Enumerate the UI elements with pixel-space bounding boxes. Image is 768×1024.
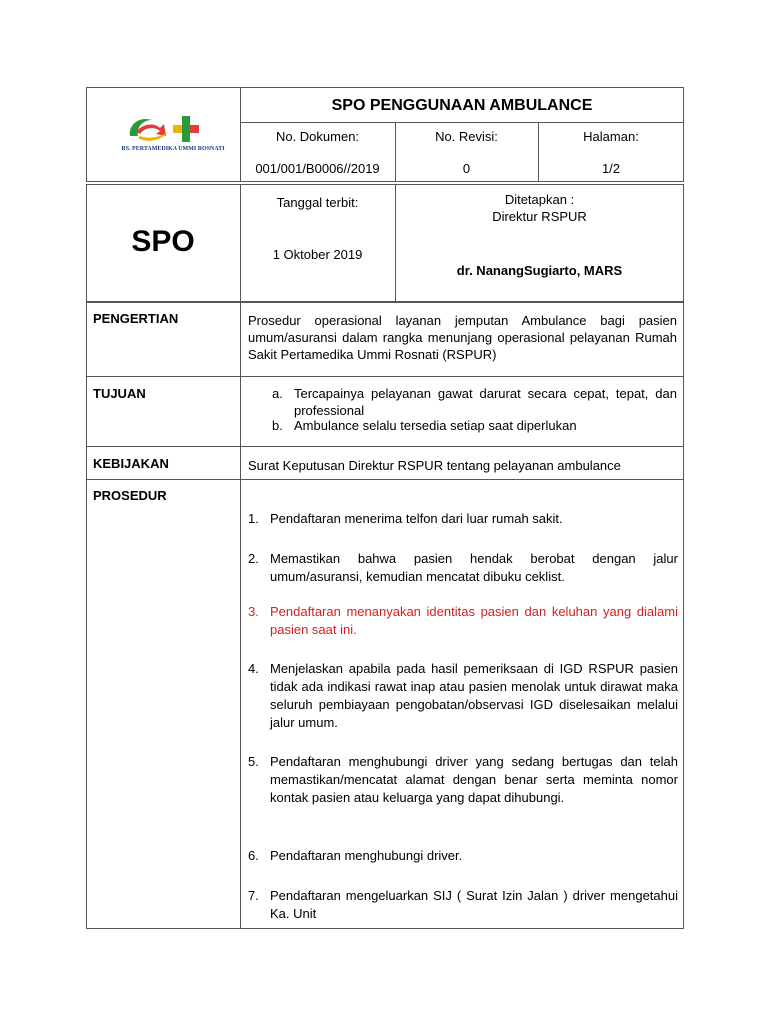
spo-label: SPO	[131, 225, 195, 258]
step-text: Pendaftaran mengeluarkan SIJ ( Surat Izin Jalan ) driver mengetahui Ka. Unit	[270, 888, 678, 921]
kebijakan-text: Surat Keputusan Direktur RSPUR tentang pelayanan ambulance	[248, 458, 621, 473]
step-text: Pendaftaran menerima telfon dari luar rumah sakit.	[270, 511, 563, 526]
step-number: 2.	[248, 551, 259, 566]
list-item	[248, 753, 678, 807]
row-divider-1	[86, 376, 684, 377]
step-number: 1.	[248, 511, 259, 526]
tujuan-marker-a: a.	[272, 386, 283, 401]
pengertian-text: Prosedur operasional layanan jemputan Ambulance bagi pasien umum/asuransi dalam rangka menunjang operasional pelayanan Rumah Sakit Pertamedika Ummi Rosnati (RSPUR)	[248, 313, 677, 362]
approved-label: Ditetapkan :	[504, 192, 575, 207]
section-label-pengertian: PENGERTIAN	[93, 311, 179, 326]
step-number: 6.	[248, 848, 259, 863]
page-label: Halaman:	[583, 129, 639, 144]
list-item	[248, 660, 678, 732]
list-item	[248, 510, 678, 528]
page-value: 1/2	[601, 161, 621, 176]
logo-text: RS. PERTAMEDIKA UMMI ROSNATI	[121, 146, 225, 152]
document-title: SPO PENGGUNAAN AMBULANCE	[331, 97, 593, 114]
step-text: Menjelaskan apabila pada hasil pemeriksaan di IGD RSPUR pasien tidak ada indikasi rawat inap atau pasien menolak untuk dirawat maka seluruh pembiayaan pengobatan/observasi IGD diselesaikan melalui jalur umum.	[270, 661, 678, 730]
revision-value: 0	[462, 161, 471, 176]
step-number: 5.	[248, 754, 259, 769]
section-label-kebijakan: KEBIJAKAN	[93, 456, 169, 471]
hospital-logo	[118, 110, 228, 158]
list-item	[248, 603, 678, 639]
revision-label: No. Revisi:	[435, 129, 498, 144]
doc-number-label: No. Dokumen:	[275, 129, 360, 144]
row-divider-2	[86, 446, 684, 447]
step-number: 4.	[248, 661, 259, 676]
list-item	[248, 550, 678, 586]
step-number: 7.	[248, 888, 259, 903]
tujuan-item-b: Ambulance selalu tersedia setiap saat diperlukan	[294, 418, 577, 433]
tujuan-marker-b: b.	[272, 418, 283, 433]
doc-number-value: 001/001/B0006//2019	[255, 161, 380, 176]
issue-date-value: 1 Oktober 2019	[272, 247, 363, 262]
approved-name: dr. NanangSugiarto, MARS	[456, 263, 623, 278]
approved-role: Direktur RSPUR	[492, 209, 587, 224]
tujuan-item-a: Tercapainya pelayanan gawat darurat secara cepat, tepat, dan professional	[294, 386, 677, 418]
section-label-prosedur: PROSEDUR	[93, 488, 167, 503]
step-text: Memastikan bahwa pasien hendak berobat dengan jalur umum/asuransi, kemudian mencatat dibuku ceklist.	[270, 551, 678, 584]
list-item	[248, 847, 678, 865]
step-text: Pendaftaran menghubungi driver yang sedang bertugas dan telah memastikan/mencatat alamat dengan benar serta meminta nomor kontak pasien atau keluarga yang dapat dihubungi.	[270, 754, 678, 805]
logo-icon	[118, 110, 228, 146]
list-item	[248, 887, 678, 923]
header-title-divider	[240, 122, 684, 123]
step-text: Pendaftaran menanyakan identitas pasien dan keluhan yang dialami pasien saat ini.	[270, 604, 678, 637]
issue-date-label: Tanggal terbit:	[276, 195, 359, 210]
step-number: 3.	[248, 604, 259, 619]
row-divider-3	[86, 479, 684, 480]
label-column-divider	[240, 302, 241, 929]
step-text: Pendaftaran menghubungi driver.	[270, 848, 463, 863]
section-label-tujuan: TUJUAN	[93, 386, 146, 401]
